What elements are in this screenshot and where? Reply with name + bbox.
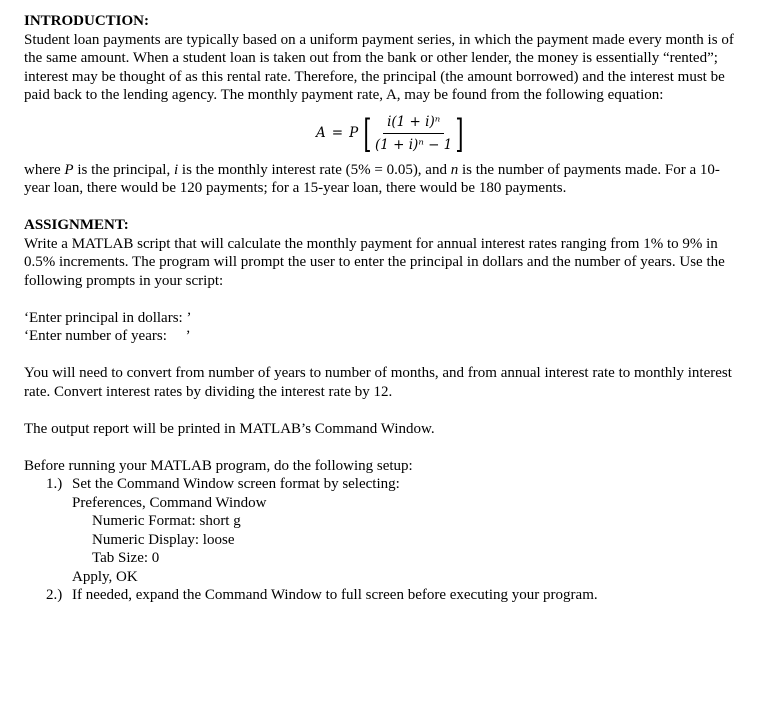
menu-path: Preferences, Command Window — [72, 494, 267, 511]
left-bracket: [ — [363, 111, 372, 156]
output-paragraph: The output report will be printed in MATLAB’s Command Window. — [24, 420, 435, 437]
intro-heading: INTRODUCTION: — [24, 13, 150, 29]
setup-step-1 — [24, 475, 741, 494]
setup-step-2 — [24, 586, 741, 605]
conversion-paragraph: You will need to convert from number of years to number of months, and from annual interest rate to monthly interest rate. Convert interest rates by dividing the interest rate by 12. — [24, 365, 732, 400]
definitions-text-c: is the monthly interest rate (5% = 0.05), and — [178, 161, 451, 178]
setting-numeric-format: Numeric Format: short g — [92, 513, 241, 529]
assignment-heading: ASSIGNMENT: — [24, 217, 129, 233]
step-2-number: 2.) — [46, 587, 63, 603]
setup-paragraph: Before running your MATLAB program, do the following setup: — [24, 457, 413, 474]
setting-tab-size: Tab Size: 0 — [92, 550, 160, 566]
equation-equals: = — [331, 125, 344, 142]
prompt-principal: ‘Enter principal in dollars: ’ — [24, 309, 192, 326]
definitions-var-n: n — [450, 161, 459, 178]
apply-ok: Apply, OK — [72, 568, 138, 585]
equation-lhs: A — [316, 125, 326, 142]
prompt-years: ‘Enter number of years: ’ — [24, 328, 191, 344]
payment-equation — [24, 105, 741, 161]
assignment-paragraph: Write a MATLAB script that will calculate the monthly payment for annual interest rates ranging from 1% to 9% in 0.5% increments. The program will prompt the user to enter the principal in dollars and the number of years. Use the following prompts in your script: — [24, 235, 725, 289]
definitions-text-d: is the number of payments made. For a 10-year loan, there would be 120 payments; for a 15-year loan, there would be 180 payments. — [24, 161, 720, 196]
equation-numerator: i(1 + i)ⁿ — [383, 113, 444, 135]
step-2-text: If needed, expand the Command Window to full screen before executing your program. — [72, 587, 598, 603]
equation-principal: P — [349, 125, 359, 142]
definitions-var-p: P — [64, 161, 74, 178]
setting-numeric-display: Numeric Display: loose — [92, 531, 235, 548]
definitions-var-i: i — [173, 161, 179, 178]
variable-definitions — [24, 161, 741, 198]
right-bracket: ] — [455, 111, 464, 156]
step-1-text: Set the Command Window screen format by selecting: — [72, 476, 400, 492]
equation-fraction — [375, 113, 452, 155]
definitions-text-a: where — [24, 161, 65, 178]
step-1-number: 1.) — [46, 476, 63, 492]
equation-denominator: (1 + i)ⁿ − 1 — [374, 137, 453, 153]
definitions-text-b: is the principal, — [73, 161, 174, 178]
intro-paragraph: Student loan payments are typically based on a uniform payment series, in which the payment made every month is of the same amount. When a student loan is taken out from the bank or other lender, the money is essentially “rented”; interest may be thought of as this rental rate. Therefore, the principal (the amount borrowed) and the interest must be paid back to the lending agency. The monthly payment rate, A, may be found from the following equation: — [24, 31, 734, 103]
